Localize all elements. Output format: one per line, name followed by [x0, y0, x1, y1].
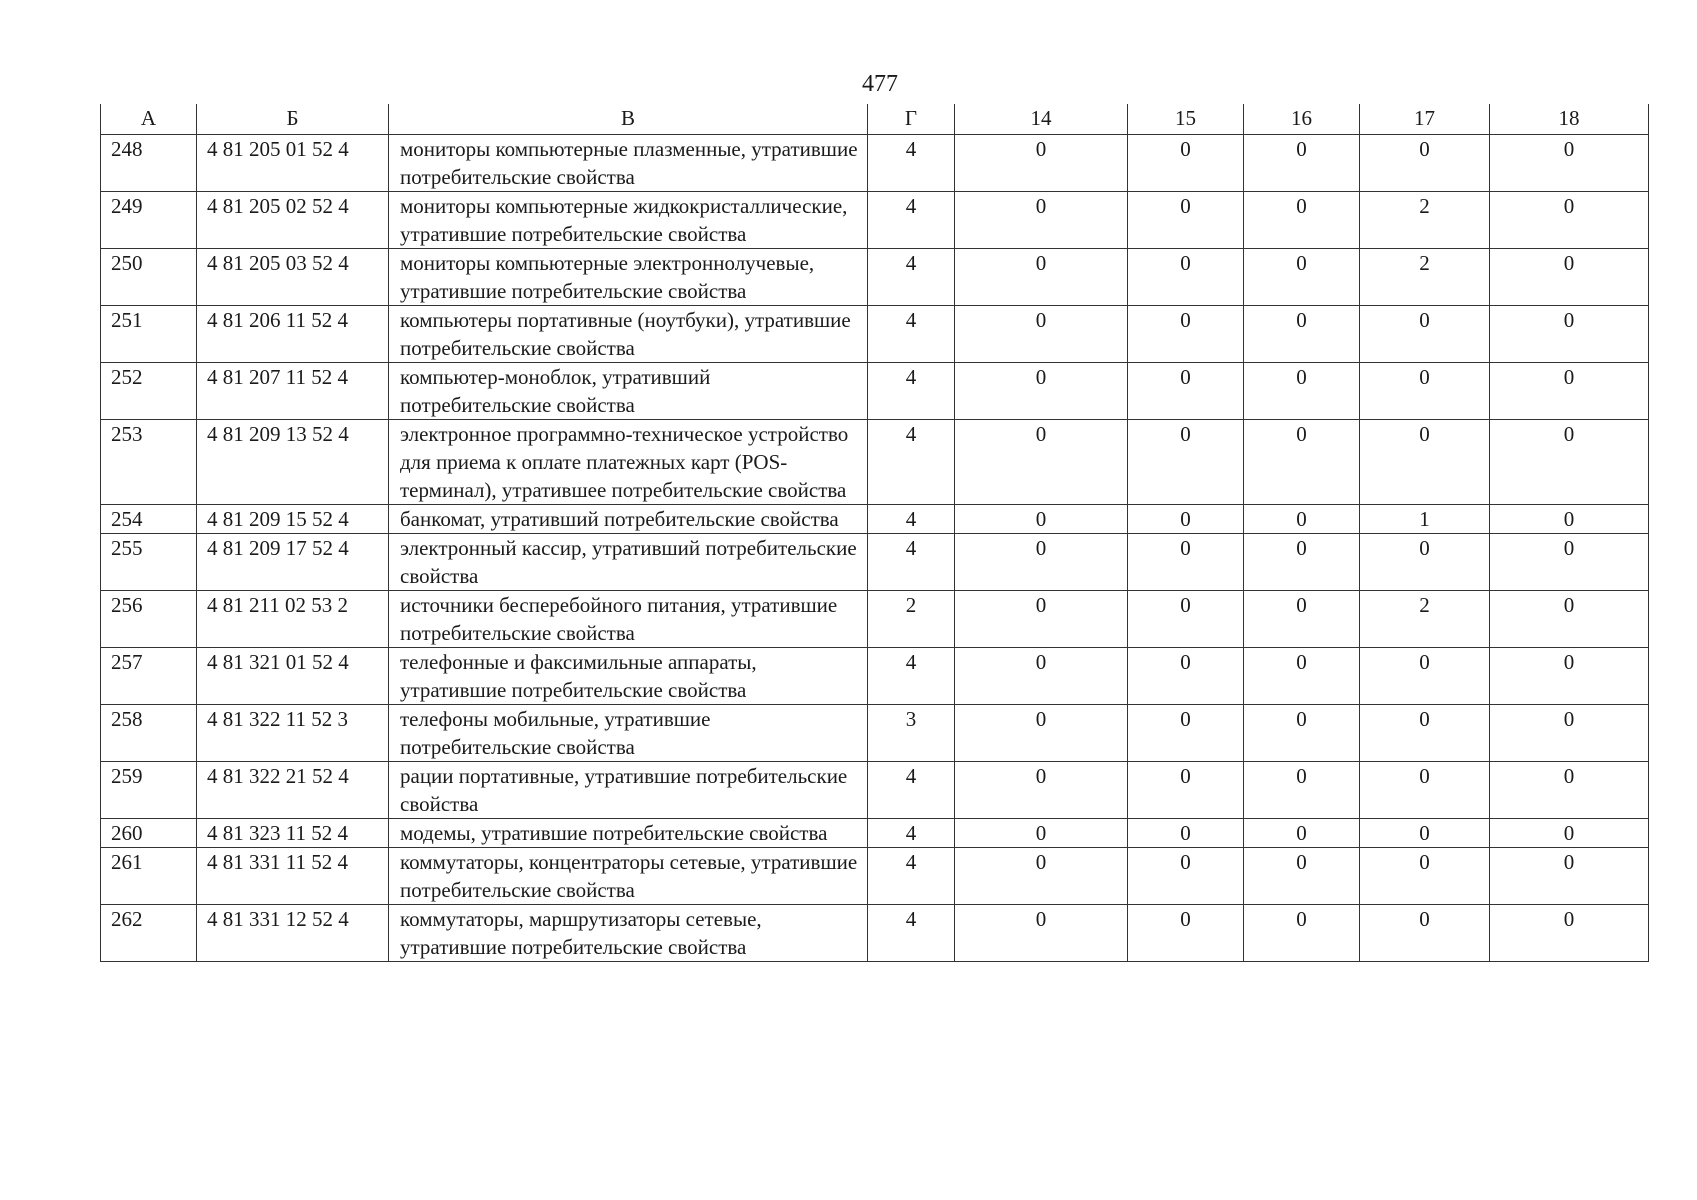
waste-classification-table	[100, 104, 1649, 962]
description-cell: мониторы компьютерные плазменные, утратившие потребительские свойства	[389, 135, 868, 192]
value-cell-15: 0	[1128, 363, 1244, 420]
description-cell: компьютер-моноблок, утративший потребительские свойства	[389, 363, 868, 420]
value-cell-15: 0	[1128, 648, 1244, 705]
hazard-class-cell: 4	[868, 648, 955, 705]
value-cell-18: 0	[1490, 363, 1649, 420]
row-number-cell: 249	[101, 192, 197, 249]
value-cell-16: 0	[1244, 192, 1360, 249]
waste-code-cell: 4 81 205 03 52 4	[197, 249, 389, 306]
hazard-class-cell: 4	[868, 762, 955, 819]
value-cell-16: 0	[1244, 848, 1360, 905]
waste-code-cell: 4 81 322 21 52 4	[197, 762, 389, 819]
waste-code-cell: 4 81 331 12 52 4	[197, 905, 389, 962]
row-number-cell: 252	[101, 363, 197, 420]
hazard-class-cell: 4	[868, 819, 955, 848]
description-cell: мониторы компьютерные электроннолучевые, утратившие потребительские свойства	[389, 249, 868, 306]
waste-code-cell: 4 81 331 11 52 4	[197, 848, 389, 905]
description-cell: телефоны мобильные, утратившие потребительские свойства	[389, 705, 868, 762]
value-cell-14: 0	[955, 505, 1128, 534]
header-cell: Г	[868, 104, 955, 135]
value-cell-14: 0	[955, 905, 1128, 962]
table-row	[101, 848, 1649, 905]
waste-code-cell: 4 81 209 15 52 4	[197, 505, 389, 534]
value-cell-18: 0	[1490, 762, 1649, 819]
value-cell-15: 0	[1128, 534, 1244, 591]
value-cell-15: 0	[1128, 762, 1244, 819]
value-cell-16: 0	[1244, 705, 1360, 762]
value-cell-17: 0	[1360, 135, 1490, 192]
row-number-cell: 257	[101, 648, 197, 705]
hazard-class-cell: 4	[868, 135, 955, 192]
header-cell: 17	[1360, 104, 1490, 135]
header-cell: А	[101, 104, 197, 135]
table-row	[101, 534, 1649, 591]
value-cell-14: 0	[955, 591, 1128, 648]
value-cell-15: 0	[1128, 135, 1244, 192]
row-number-cell: 255	[101, 534, 197, 591]
table-row	[101, 705, 1649, 762]
value-cell-17: 0	[1360, 848, 1490, 905]
value-cell-16: 0	[1244, 591, 1360, 648]
hazard-class-cell: 4	[868, 192, 955, 249]
value-cell-14: 0	[955, 192, 1128, 249]
value-cell-14: 0	[955, 363, 1128, 420]
value-cell-14: 0	[955, 848, 1128, 905]
value-cell-18: 0	[1490, 420, 1649, 505]
description-cell: электронный кассир, утративший потребительские свойства	[389, 534, 868, 591]
waste-code-cell: 4 81 211 02 53 2	[197, 591, 389, 648]
table-row	[101, 591, 1649, 648]
value-cell-15: 0	[1128, 705, 1244, 762]
value-cell-17: 0	[1360, 762, 1490, 819]
value-cell-17: 2	[1360, 192, 1490, 249]
waste-code-cell: 4 81 205 02 52 4	[197, 192, 389, 249]
description-cell: телефонные и факсимильные аппараты, утратившие потребительские свойства	[389, 648, 868, 705]
value-cell-18: 0	[1490, 848, 1649, 905]
hazard-class-cell: 4	[868, 848, 955, 905]
value-cell-15: 0	[1128, 306, 1244, 363]
header-cell: 16	[1244, 104, 1360, 135]
value-cell-16: 0	[1244, 905, 1360, 962]
table-row	[101, 363, 1649, 420]
value-cell-17: 0	[1360, 905, 1490, 962]
value-cell-16: 0	[1244, 505, 1360, 534]
value-cell-16: 0	[1244, 363, 1360, 420]
description-cell: банкомат, утративший потребительские свойства	[389, 505, 868, 534]
description-cell: коммутаторы, маршрутизаторы сетевые, утратившие потребительские свойства	[389, 905, 868, 962]
value-cell-16: 0	[1244, 819, 1360, 848]
description-cell: мониторы компьютерные жидкокристаллические, утратившие потребительские свойства	[389, 192, 868, 249]
table-row	[101, 420, 1649, 505]
value-cell-16: 0	[1244, 135, 1360, 192]
value-cell-18: 0	[1490, 905, 1649, 962]
hazard-class-cell: 2	[868, 591, 955, 648]
waste-code-cell: 4 81 209 13 52 4	[197, 420, 389, 505]
value-cell-14: 0	[955, 705, 1128, 762]
value-cell-18: 0	[1490, 705, 1649, 762]
table-row	[101, 135, 1649, 192]
value-cell-15: 0	[1128, 819, 1244, 848]
waste-code-cell: 4 81 323 11 52 4	[197, 819, 389, 848]
value-cell-18: 0	[1490, 306, 1649, 363]
value-cell-18: 0	[1490, 819, 1649, 848]
value-cell-18: 0	[1490, 192, 1649, 249]
header-cell: Б	[197, 104, 389, 135]
waste-code-cell: 4 81 206 11 52 4	[197, 306, 389, 363]
value-cell-18: 0	[1490, 534, 1649, 591]
hazard-class-cell: 4	[868, 249, 955, 306]
table-row	[101, 306, 1649, 363]
table-header-row	[101, 104, 1649, 135]
row-number-cell: 260	[101, 819, 197, 848]
table-row	[101, 192, 1649, 249]
value-cell-15: 0	[1128, 505, 1244, 534]
value-cell-18: 0	[1490, 505, 1649, 534]
value-cell-15: 0	[1128, 420, 1244, 505]
hazard-class-cell: 4	[868, 505, 955, 534]
value-cell-14: 0	[955, 534, 1128, 591]
value-cell-16: 0	[1244, 249, 1360, 306]
value-cell-17: 0	[1360, 534, 1490, 591]
value-cell-17: 0	[1360, 306, 1490, 363]
description-cell: источники бесперебойного питания, утратившие потребительские свойства	[389, 591, 868, 648]
value-cell-18: 0	[1490, 591, 1649, 648]
row-number-cell: 248	[101, 135, 197, 192]
table-row	[101, 505, 1649, 534]
value-cell-14: 0	[955, 819, 1128, 848]
value-cell-18: 0	[1490, 135, 1649, 192]
table-row	[101, 905, 1649, 962]
value-cell-18: 0	[1490, 648, 1649, 705]
value-cell-15: 0	[1128, 905, 1244, 962]
value-cell-17: 1	[1360, 505, 1490, 534]
row-number-cell: 254	[101, 505, 197, 534]
value-cell-16: 0	[1244, 648, 1360, 705]
hazard-class-cell: 4	[868, 905, 955, 962]
value-cell-14: 0	[955, 249, 1128, 306]
hazard-class-cell: 4	[868, 420, 955, 505]
value-cell-17: 0	[1360, 648, 1490, 705]
table-body	[101, 135, 1649, 962]
header-cell: 14	[955, 104, 1128, 135]
description-cell: электронное программно-техническое устройство для приема к оплате платежных карт (POS-терминал), утратившее потребительские свойства	[389, 420, 868, 505]
value-cell-14: 0	[955, 762, 1128, 819]
hazard-class-cell: 3	[868, 705, 955, 762]
header-cell: 15	[1128, 104, 1244, 135]
description-cell: рации портативные, утратившие потребительские свойства	[389, 762, 868, 819]
value-cell-17: 0	[1360, 420, 1490, 505]
value-cell-17: 0	[1360, 819, 1490, 848]
waste-code-cell: 4 81 207 11 52 4	[197, 363, 389, 420]
value-cell-15: 0	[1128, 192, 1244, 249]
waste-code-cell: 4 81 209 17 52 4	[197, 534, 389, 591]
hazard-class-cell: 4	[868, 363, 955, 420]
hazard-class-cell: 4	[868, 306, 955, 363]
table-row	[101, 648, 1649, 705]
value-cell-14: 0	[955, 648, 1128, 705]
page-number: 477	[862, 71, 898, 97]
row-number-cell: 256	[101, 591, 197, 648]
value-cell-15: 0	[1128, 591, 1244, 648]
value-cell-17: 2	[1360, 591, 1490, 648]
description-cell: модемы, утратившие потребительские свойства	[389, 819, 868, 848]
value-cell-17: 0	[1360, 705, 1490, 762]
value-cell-16: 0	[1244, 534, 1360, 591]
row-number-cell: 262	[101, 905, 197, 962]
value-cell-17: 2	[1360, 249, 1490, 306]
value-cell-14: 0	[955, 420, 1128, 505]
value-cell-14: 0	[955, 135, 1128, 192]
row-number-cell: 259	[101, 762, 197, 819]
row-number-cell: 258	[101, 705, 197, 762]
row-number-cell: 251	[101, 306, 197, 363]
waste-code-cell: 4 81 321 01 52 4	[197, 648, 389, 705]
description-cell: компьютеры портативные (ноутбуки), утратившие потребительские свойства	[389, 306, 868, 363]
value-cell-15: 0	[1128, 249, 1244, 306]
waste-code-cell: 4 81 205 01 52 4	[197, 135, 389, 192]
table-row	[101, 249, 1649, 306]
header-cell: В	[389, 104, 868, 135]
table-row	[101, 762, 1649, 819]
value-cell-14: 0	[955, 306, 1128, 363]
value-cell-18: 0	[1490, 249, 1649, 306]
row-number-cell: 253	[101, 420, 197, 505]
value-cell-15: 0	[1128, 848, 1244, 905]
header-cell: 18	[1490, 104, 1649, 135]
value-cell-17: 0	[1360, 363, 1490, 420]
waste-code-cell: 4 81 322 11 52 3	[197, 705, 389, 762]
value-cell-16: 0	[1244, 762, 1360, 819]
row-number-cell: 261	[101, 848, 197, 905]
table-row	[101, 819, 1649, 848]
value-cell-16: 0	[1244, 306, 1360, 363]
row-number-cell: 250	[101, 249, 197, 306]
hazard-class-cell: 4	[868, 534, 955, 591]
value-cell-16: 0	[1244, 420, 1360, 505]
description-cell: коммутаторы, концентраторы сетевые, утратившие потребительские свойства	[389, 848, 868, 905]
